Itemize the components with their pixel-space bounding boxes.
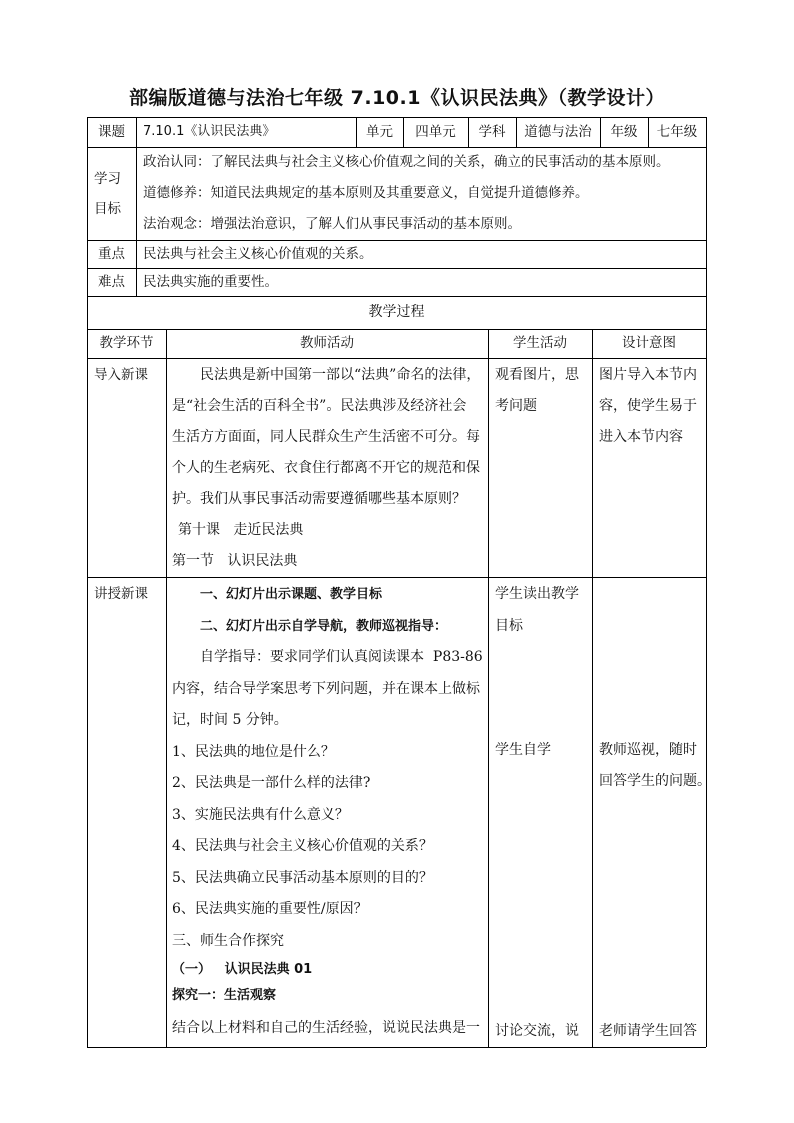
text-line: 个人的生老病死、衣食住行都离不开它的规范和保: [172, 460, 480, 476]
text-line: 结合以上材料和自己的生活经验，说说民法典是一: [172, 1020, 480, 1036]
col-rule: [488, 329, 489, 1047]
text-line: 生活方方面面，同人民群众生产生活密不可分。每: [172, 429, 480, 445]
text-line: 第一节 认识民法典: [172, 553, 298, 569]
goal-item: 法治观念：增强法治意识，了解人们从事民事活动的基本原则。: [143, 216, 521, 232]
text-line: 民法典是新中国第一部以“法典”命名的法律，: [200, 367, 481, 383]
col-rule: [166, 329, 167, 1047]
text-line: 第十课 走近民法典: [178, 522, 304, 538]
column-header-student: 学生活动: [513, 335, 567, 351]
text-line: 回答学生的问题。: [599, 773, 711, 789]
subject-value: 道德与法治: [524, 124, 592, 140]
key-point-value: 民法典与社会主义核心价值观的关系。: [143, 246, 373, 262]
new-lesson-stage: 讲授新课: [94, 586, 148, 602]
intro-student-activity: [495, 360, 591, 422]
col-rule: [706, 117, 707, 1047]
text-line: （一） 认识民法典 01: [172, 962, 313, 977]
column-header-intent: 设计意图: [622, 335, 676, 351]
text-line: 一、幻灯片出示课题、教学目标: [200, 587, 383, 602]
grade-label: 年级: [610, 124, 638, 140]
column-header-stage: 教学环节: [99, 335, 154, 351]
text-line: 1、民法典的地位是什么？: [172, 743, 335, 760]
col-rule: [136, 117, 137, 296]
text-line: 探究一：生活观察: [172, 988, 277, 1003]
process-heading: 教学过程: [368, 304, 425, 320]
col-rule: [592, 329, 593, 1047]
column-header-teacher: 教师活动: [300, 335, 354, 351]
text-line: 教师巡视，随时: [599, 742, 697, 758]
text-line: 观看图片，思: [495, 367, 579, 383]
text-line: 3、实施民法典有什么意义？: [172, 806, 349, 823]
text-line: 老师请学生回答: [599, 1023, 697, 1039]
intro-teacher-activity: [172, 360, 486, 577]
difficulty-label: 难点: [98, 274, 125, 290]
text-line: 6、民法典实施的重要性/原因？: [172, 901, 368, 917]
new-lesson-student-activity: [495, 579, 591, 1039]
goals-content: [143, 147, 703, 240]
goals-label-line: 学习: [94, 171, 121, 187]
text-line: 讨论交流，说: [495, 1023, 579, 1039]
goal-item: 政治认同：了解民法典与社会主义核心价值观之间的关系，确立的民事活动的基本原则。: [143, 154, 670, 170]
text-line: 5、民法典确立民事活动基本原则的目的？: [172, 869, 433, 886]
text-line: 学生自学: [495, 742, 551, 758]
subject-label: 学科: [478, 124, 506, 140]
text-line: 学生读出教学: [495, 586, 579, 602]
unit-value: 四单元: [415, 124, 456, 140]
document-title: 部编版道德与法治七年级 7.10.1《认识民法典》（教学设计）: [129, 87, 665, 109]
new-lesson-teacher-activity: [172, 579, 486, 1045]
text-line: 考问题: [495, 398, 537, 414]
text-line: 自学指导：要求同学们认真阅读课本 P83-86: [200, 649, 483, 665]
text-line: 目标: [495, 617, 523, 634]
text-line: 三、师生合作探究: [172, 932, 284, 949]
key-point-label: 重点: [98, 246, 125, 262]
text-line: 是“社会生活的百科全书”。民法典涉及经济社会: [172, 398, 467, 414]
goal-item: 道德修养：知道民法典规定的基本原则及其重要意义，自觉提升道德修养。: [143, 185, 589, 201]
goals-label-line: 目标: [94, 201, 121, 217]
text-line: 进入本节内容: [599, 429, 683, 445]
text-line: 容，使学生易于: [599, 398, 697, 414]
text-line: 护。我们从事民事活动需要遵循哪些基本原则？: [172, 491, 466, 507]
row-rule: [87, 358, 706, 359]
intro-stage: 导入新课: [94, 367, 148, 383]
intro-design-intent: [599, 360, 705, 453]
text-line: 内容，结合导学案思考下列问题，并在课本上做标: [172, 680, 480, 697]
text-line: 图片导入本节内: [599, 367, 697, 383]
lesson-label: 课题: [98, 124, 125, 140]
text-line: 二、幻灯片出示自学导航，教师巡视指导：: [200, 618, 448, 634]
text-line: 4、民法典与社会主义核心价值观的关系？: [172, 838, 433, 854]
difficulty-value: 民法典实施的重要性。: [143, 274, 278, 290]
grade-value: 七年级: [656, 124, 698, 140]
text-line: 2、民法典是一部什么样的法律?: [172, 775, 371, 791]
unit-label: 单元: [366, 124, 393, 140]
row-rule: [87, 577, 706, 578]
text-line: 记，时间 5 分钟。: [172, 712, 288, 728]
goals-label: [94, 164, 134, 224]
lesson-value: 7.10.1《认识民法典》: [143, 124, 276, 139]
